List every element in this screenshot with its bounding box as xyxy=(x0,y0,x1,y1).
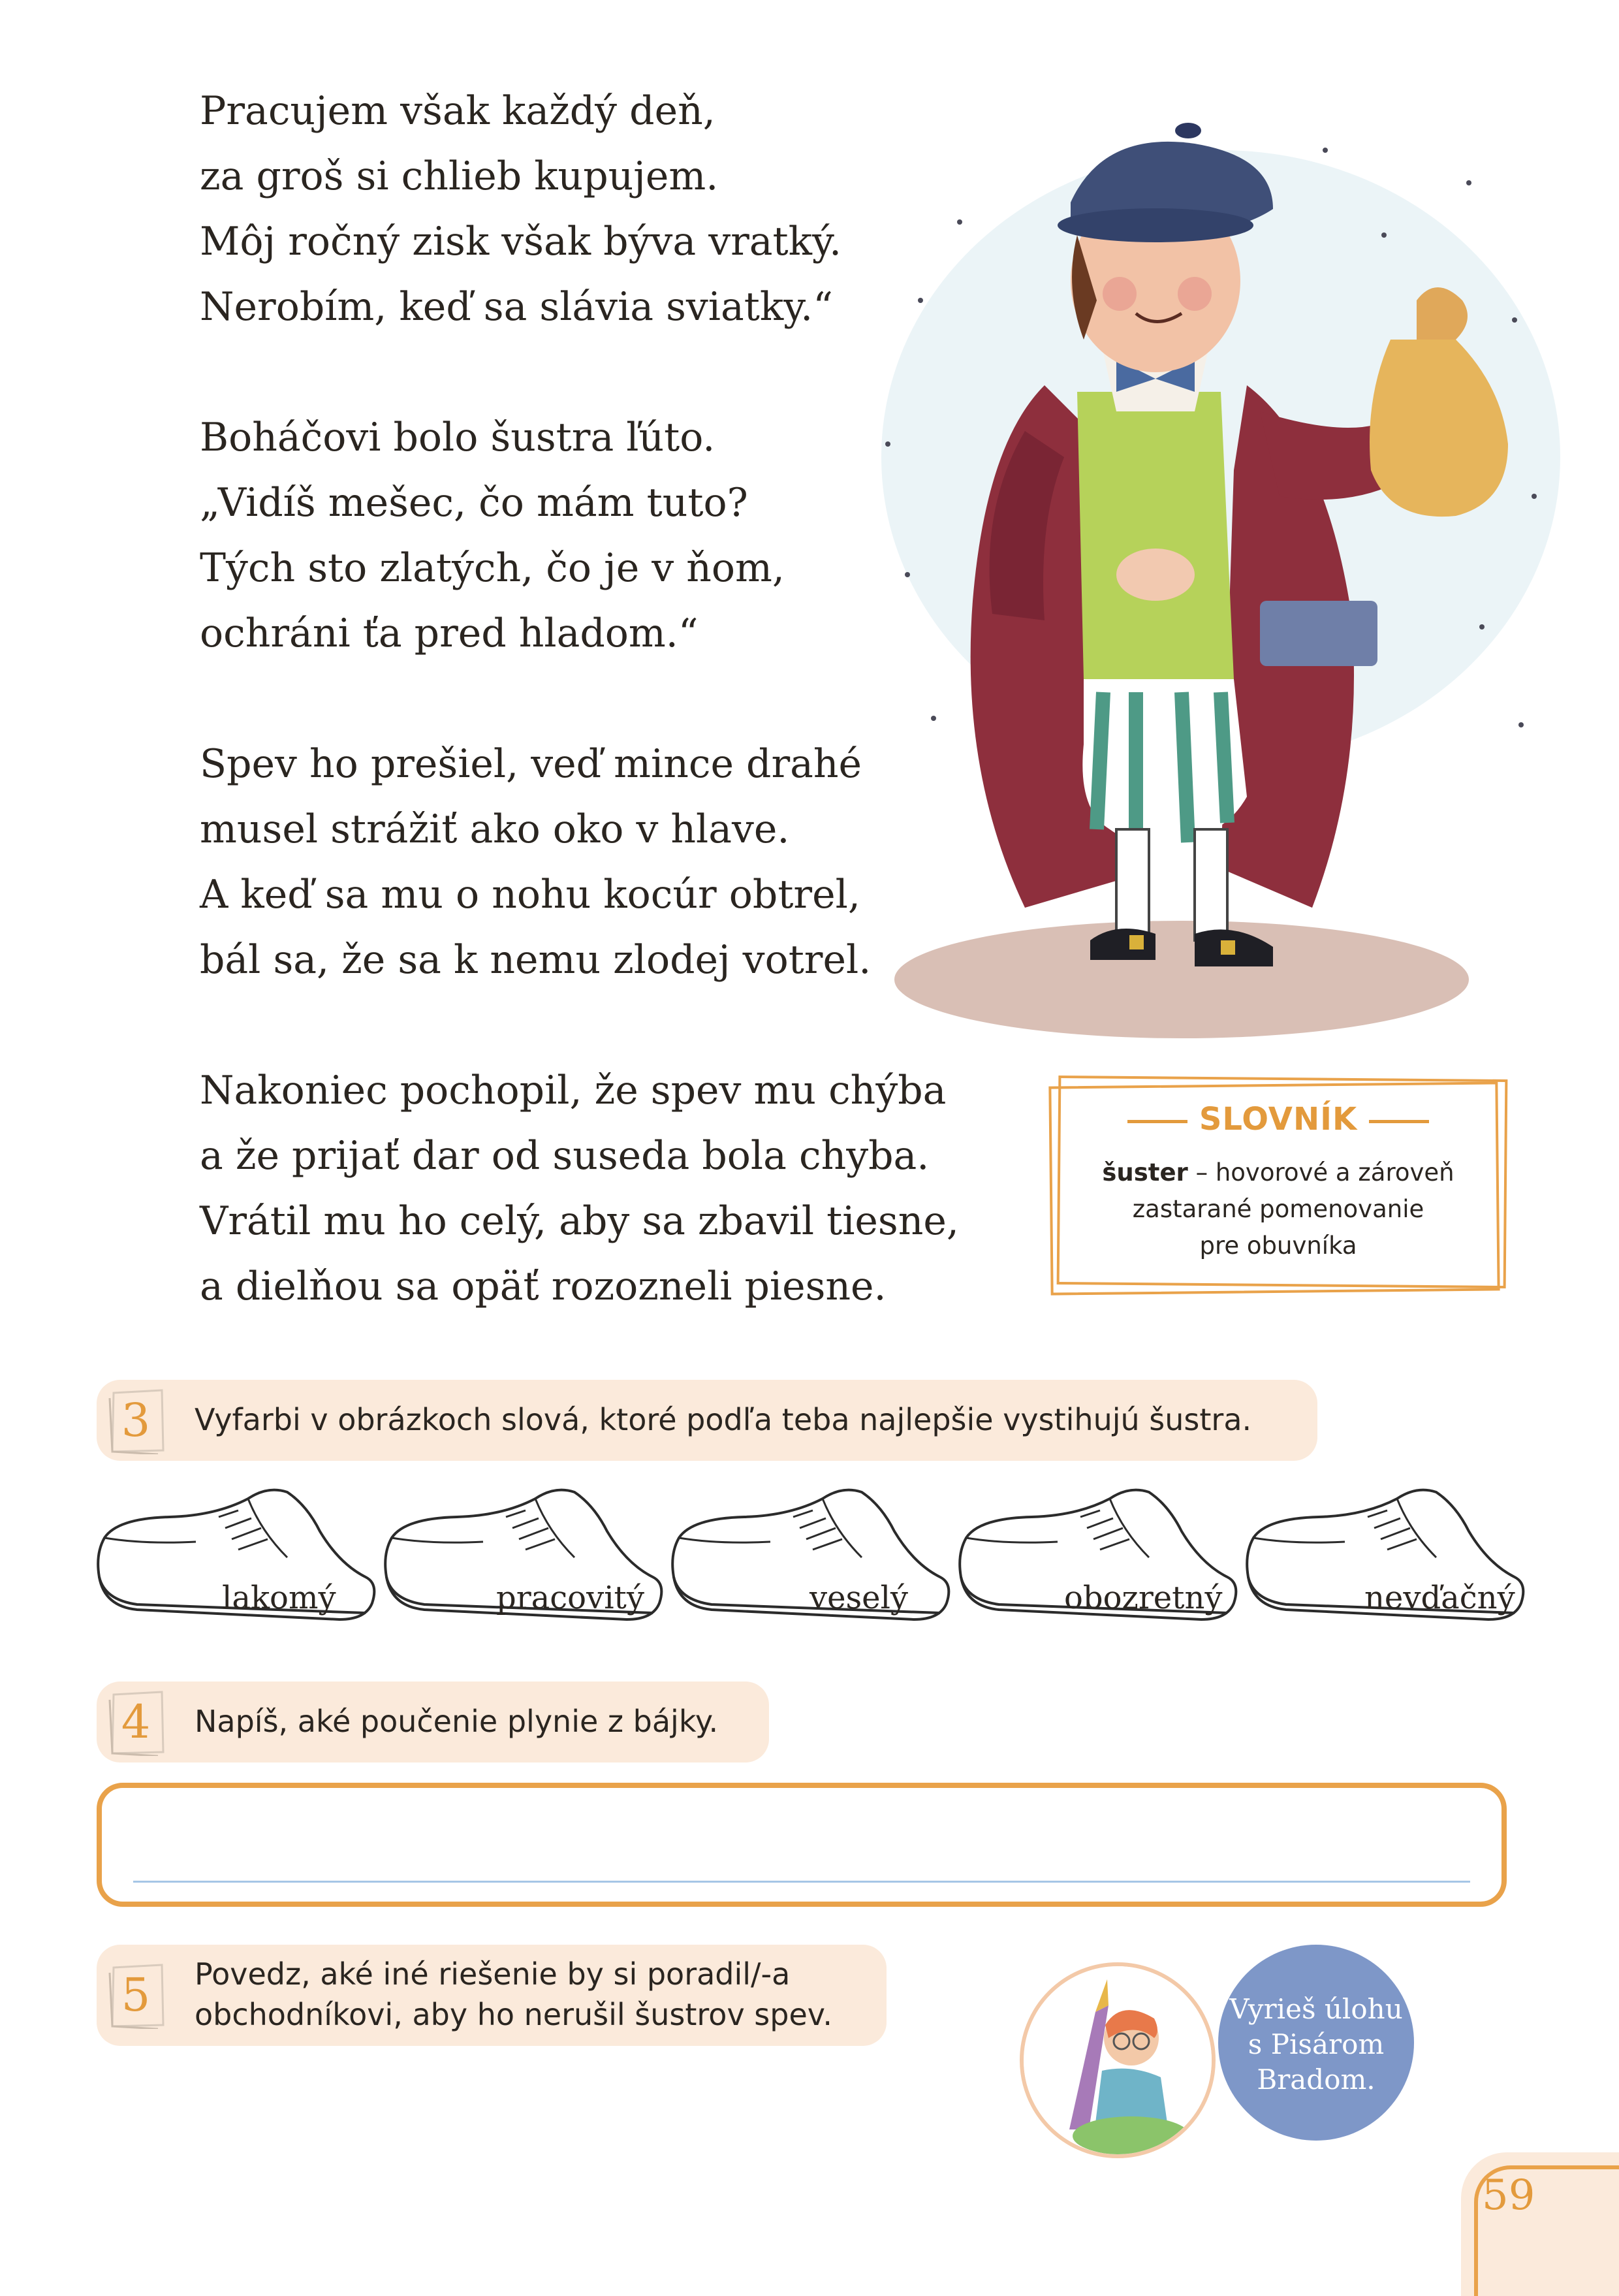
shoe-word-pracovity[interactable] xyxy=(379,1479,666,1642)
shoe-word-obozretny[interactable] xyxy=(953,1479,1240,1642)
task-number: 4 xyxy=(121,1695,151,1749)
poem-stanza xyxy=(200,78,905,340)
task-3-instruction xyxy=(97,1380,1317,1461)
glossary-definition-line: – hovorové a zároveň xyxy=(1187,1158,1454,1187)
glossary-box xyxy=(1050,1077,1507,1293)
poem-line: Tých sto zlatých, čo je v ňom, xyxy=(200,545,785,591)
shoe-word-lakomy[interactable] xyxy=(91,1479,379,1642)
glossary-definition-line: pre obuvníka xyxy=(1199,1232,1357,1260)
shoe-word: veselý xyxy=(810,1580,909,1616)
helper-text-line: Bradom. xyxy=(1257,2064,1375,2096)
title-rule-right xyxy=(1369,1120,1429,1123)
pisar-brado-avatar xyxy=(1020,1962,1216,2158)
poem-line: Nerobím, keď sa slávia sviatky.“ xyxy=(200,284,833,330)
shoe-word-nevdacny[interactable] xyxy=(1240,1479,1528,1642)
title-rule-left xyxy=(1127,1120,1187,1123)
glossary-title xyxy=(1050,1101,1507,1138)
glossary-definition xyxy=(1069,1155,1487,1264)
poem-line: Nakoniec pochopil, že spev mu chýba xyxy=(200,1068,947,1113)
poem-line: Môj ročný zisk však býva vratký. xyxy=(200,219,842,264)
task-4-instruction xyxy=(97,1682,769,1762)
poem-line: Boháčovi bolo šustra ľúto. xyxy=(200,415,715,460)
page-number: 59 xyxy=(1482,2171,1535,2220)
shoe-word-vesely[interactable] xyxy=(666,1479,953,1642)
task-text-line: Povedz, aké iné riešenie by si poradil/-a xyxy=(195,1956,791,1992)
poem xyxy=(200,78,959,1384)
task-number: 3 xyxy=(121,1394,151,1447)
shoe-word: obozretný xyxy=(1064,1580,1223,1616)
shoe-word: pracovitý xyxy=(496,1580,644,1616)
poem-line: Spev ho prešiel, veď mince drahé xyxy=(200,741,862,787)
pisar-brado-bubble xyxy=(1218,1945,1414,2141)
glossary-definition-line: zastarané pomenovanie xyxy=(1132,1195,1424,1223)
task-5-instruction xyxy=(97,1945,887,2046)
poem-line: „Vidíš mešec, čo mám tuto? xyxy=(200,480,748,526)
poem-line: Pracujem však každý deň, xyxy=(200,88,715,134)
task-text: Vyfarbi v obrázkoch slová, ktoré podľa teba najlepšie vystihujú šustra. xyxy=(195,1402,1252,1437)
poem-stanza xyxy=(200,731,905,993)
task-text: Napíš, aké poučenie plynie z bájky. xyxy=(195,1704,719,1739)
poem-line: a že prijať dar od suseda bola chyba. xyxy=(200,1133,930,1179)
writing-line xyxy=(133,1881,1470,1883)
poem-line: ochráni ťa pred hladom.“ xyxy=(200,611,699,656)
task-number-badge xyxy=(106,1961,166,2029)
glossary-term: šuster xyxy=(1102,1158,1188,1187)
poem-line: za groš si chlieb kupujem. xyxy=(200,153,719,199)
poem-line: musel strážiť ako oko v hlave. xyxy=(200,806,790,852)
glossary-title-text: SLOVNÍK xyxy=(1199,1101,1358,1138)
poem-stanza xyxy=(200,405,905,666)
task-number-badge xyxy=(106,1688,166,1756)
merchant-illustration xyxy=(829,104,1567,1051)
poem-line: Vrátil mu ho celý, aby sa zbavil tiesne, xyxy=(200,1198,959,1244)
task-text-line: obchodníkovi, aby ho nerušil šustrov spev. xyxy=(195,1997,833,2032)
answer-field[interactable] xyxy=(97,1783,1507,1907)
poem-line: A keď sa mu o nohu kocúr obtrel, xyxy=(200,872,860,917)
poem-line: a dielňou sa opäť rozozneli piesne. xyxy=(200,1264,887,1309)
shoe-word: nevďačný xyxy=(1364,1580,1515,1616)
helper-text-line: Vyrieš úlohu xyxy=(1229,1993,1403,2025)
poem-line: bál sa, že sa k nemu zlodej votrel. xyxy=(200,937,872,983)
helper-text-line: s Pisárom xyxy=(1248,2028,1385,2060)
shoe-word: lakomý xyxy=(222,1580,336,1616)
task-number-badge xyxy=(106,1386,166,1454)
poem-stanza xyxy=(200,1058,959,1319)
shoe-word-list xyxy=(91,1479,1541,1642)
task-number: 5 xyxy=(121,1968,151,2022)
